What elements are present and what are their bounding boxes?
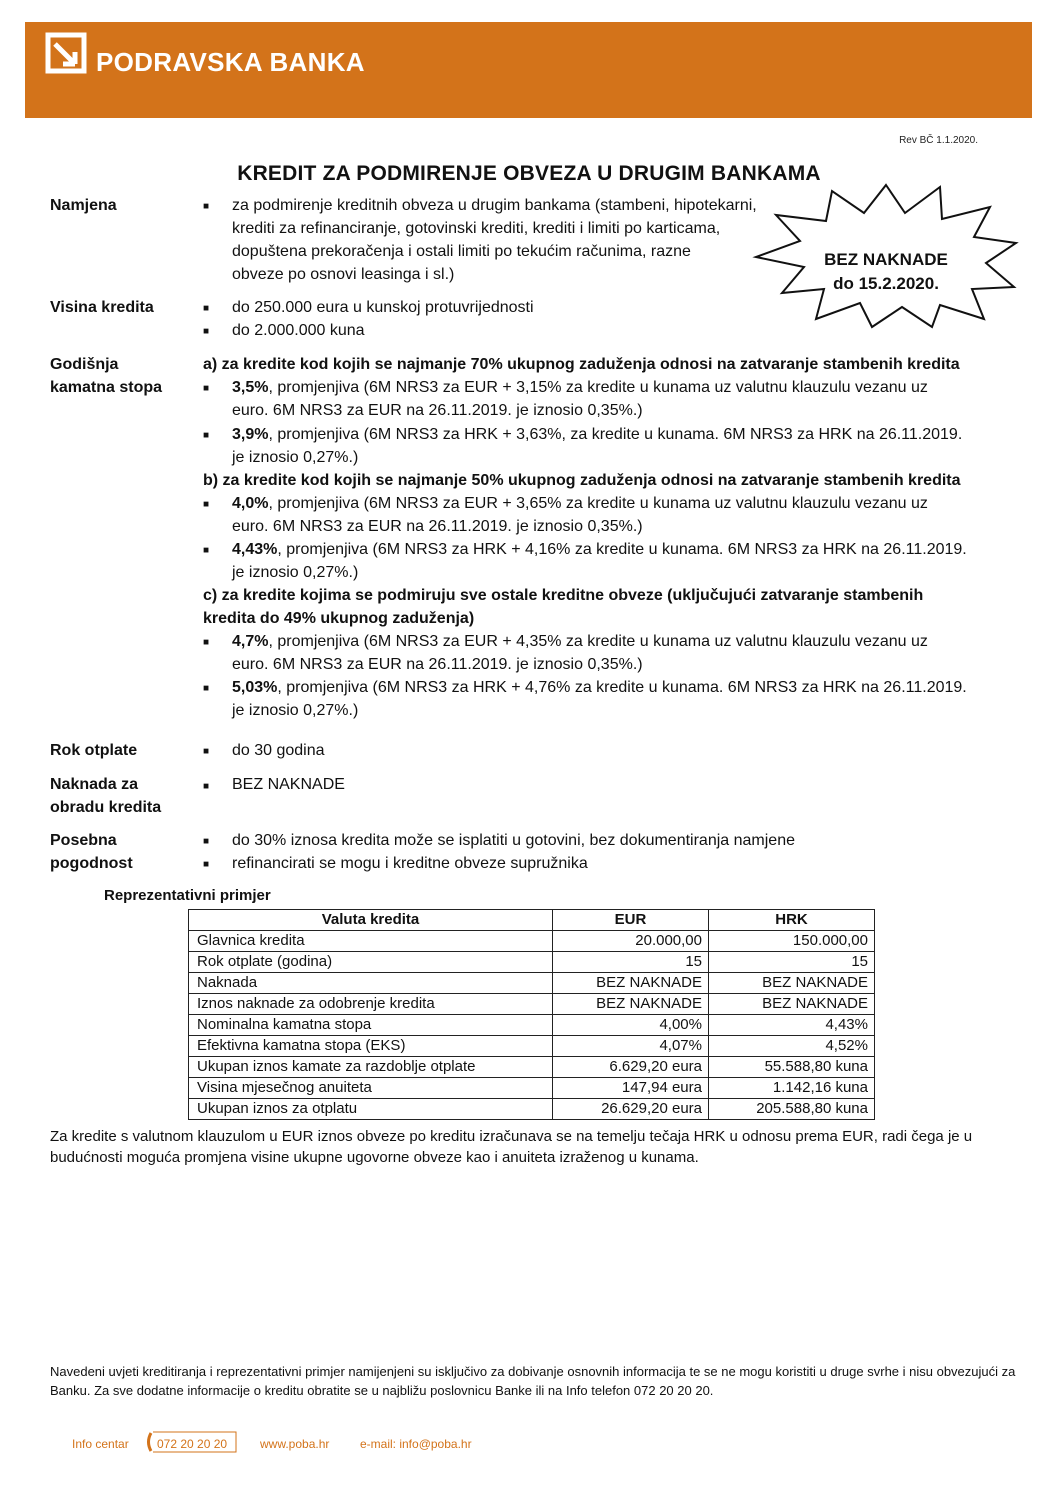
eur-value: BEZ NAKNADE bbox=[553, 994, 709, 1015]
bullet-icon: ■ bbox=[203, 201, 210, 212]
bullet-icon: ■ bbox=[203, 326, 210, 337]
label-rok-otplate: Rok otplate bbox=[50, 742, 138, 759]
website-link[interactable]: www.poba.hr bbox=[260, 1437, 330, 1451]
kamata-a2 bbox=[232, 423, 1022, 469]
promo-line-2: do 15.2.2020. bbox=[833, 274, 939, 293]
rate-desc-line2: euro. 6M NRS3 za EUR na 26.11.2019. je iznosio 0,35%.) bbox=[232, 656, 643, 673]
eur-value: 15 bbox=[553, 952, 709, 973]
label-kamatna-stopa bbox=[50, 353, 162, 399]
table-row bbox=[189, 952, 875, 973]
rate-desc: , promjenjiva (6M NRS3 za HRK + 4,16% za kredite u kunama. 6M NRS3 za HRK na 26.11.2019. bbox=[277, 541, 967, 558]
bullet-icon: ■ bbox=[203, 746, 210, 757]
bullet-icon: ■ bbox=[203, 303, 210, 314]
row-label: Ukupan iznos kamate za razdoblje otplate bbox=[189, 1057, 553, 1078]
eur-value: 6.629,20 eura bbox=[553, 1057, 709, 1078]
rate-value: 5,03% bbox=[232, 679, 278, 696]
table-row bbox=[189, 1015, 875, 1036]
label-line: pogodnost bbox=[50, 855, 133, 872]
column-header: HRK bbox=[709, 910, 875, 931]
naknada-value: BEZ NAKNADE bbox=[232, 776, 345, 793]
kamata-c2 bbox=[232, 676, 1022, 722]
rate-desc-line2: je iznosio 0,27%.) bbox=[232, 702, 359, 719]
row-label: Ukupan iznos za otplatu bbox=[189, 1099, 553, 1120]
rate-desc: , promjenjiva (6M NRS3 za HRK + 3,63%, za kredite u kunama. 6M NRS3 za HRK na 26.11.2019. bbox=[268, 426, 963, 443]
rok-value: do 30 godina bbox=[232, 742, 325, 759]
info-centar-label: Info centar bbox=[72, 1437, 129, 1451]
revision-label: Rev BČ 1.1.2020. bbox=[899, 135, 978, 146]
eur-value: 4,07% bbox=[553, 1036, 709, 1057]
footer-disclaimer: Navedeni uvjeti kreditiranja i reprezentativni primjer namijenjeni su isključivo za dobivanje osnovnih informacija te se ne mogu koristiti u druge svrhe i nisu obvezujući za Banku. Za sve dodatne informacije o kreditu obratite se u najbližu poslovnicu Banke ili na Info telefon 072 20 20 20. bbox=[50, 1364, 1016, 1398]
label-line: Godišnja bbox=[50, 356, 119, 373]
rate-desc-line2: je iznosio 0,27%.) bbox=[232, 449, 359, 466]
bank-name: PODRAVSKA BANKA bbox=[96, 47, 365, 77]
hrk-value: 1.142,16 kuna bbox=[709, 1078, 875, 1099]
rate-desc-line2: euro. 6M NRS3 za EUR na 26.11.2019. je iznosio 0,35%.) bbox=[232, 518, 643, 535]
rate-desc: , promjenjiva (6M NRS3 za EUR + 3,15% za kredite u kunama uz valutnu klauzulu vezanu uz bbox=[268, 379, 928, 396]
label-visina-kredita: Visina kredita bbox=[50, 299, 154, 316]
bullet-icon: ■ bbox=[203, 781, 210, 792]
hrk-value: 150.000,00 bbox=[709, 931, 875, 952]
example-table bbox=[188, 909, 875, 1120]
namjena-line: obveze po osnovi leasinga i sl.) bbox=[232, 266, 455, 283]
bullet-icon: ■ bbox=[203, 683, 210, 694]
row-label: Rok otplate (godina) bbox=[189, 952, 553, 973]
bank-logo-icon bbox=[45, 32, 87, 74]
kamata-a1 bbox=[232, 376, 1022, 422]
column-header: EUR bbox=[553, 910, 709, 931]
row-label: Visina mjesečnog anuiteta bbox=[189, 1078, 553, 1099]
table-row bbox=[189, 973, 875, 994]
label-pogodnost bbox=[50, 829, 133, 875]
promo-line-1: BEZ NAKNADE bbox=[824, 250, 948, 269]
heading-line: c) za kredite kojima se podmiruju sve ostale kreditne obveze (uključujući zatvaranje stambenih bbox=[203, 587, 924, 604]
bullet-icon: ■ bbox=[203, 499, 210, 510]
namjena-text bbox=[232, 194, 832, 286]
kamata-b2 bbox=[232, 538, 1022, 584]
row-label: Efektivna kamatna stopa (EKS) bbox=[189, 1036, 553, 1057]
hrk-value: 4,52% bbox=[709, 1036, 875, 1057]
email-link[interactable]: e-mail: info@poba.hr bbox=[360, 1437, 472, 1451]
eur-value: BEZ NAKNADE bbox=[553, 973, 709, 994]
bullet-icon: ■ bbox=[203, 383, 210, 394]
label-naknada bbox=[50, 773, 161, 819]
visina-item: do 2.000.000 kuna bbox=[232, 322, 365, 339]
label-line: kamatna stopa bbox=[50, 379, 163, 396]
bullet-icon: ■ bbox=[203, 545, 210, 556]
hrk-value: 4,43% bbox=[709, 1015, 875, 1036]
pogodnost-item: refinancirati se mogu i kreditne obveze supružnika bbox=[232, 855, 588, 872]
table-row bbox=[189, 1057, 875, 1078]
kamata-c-heading bbox=[203, 584, 1023, 630]
row-label: Glavnica kredita bbox=[189, 931, 553, 952]
table-row bbox=[189, 1099, 875, 1120]
bullet-icon: ■ bbox=[203, 836, 210, 847]
column-header: Valuta kredita bbox=[189, 910, 553, 931]
kamata-b-heading: b) za kredite kod kojih se najmanje 50% ukupnog zaduženja odnosi na zatvaranje stambenih kredita bbox=[203, 472, 961, 489]
row-label: Iznos naknade za odobrenje kredita bbox=[189, 994, 553, 1015]
hrk-value: 15 bbox=[709, 952, 875, 973]
eur-value: 26.629,20 eura bbox=[553, 1099, 709, 1120]
rate-desc-line2: je iznosio 0,27%.) bbox=[232, 564, 359, 581]
hrk-value: 55.588,80 kuna bbox=[709, 1057, 875, 1078]
rate-desc-line2: euro. 6M NRS3 za EUR na 26.11.2019. je iznosio 0,35%.) bbox=[232, 402, 643, 419]
table-row bbox=[189, 994, 875, 1015]
visina-item: do 250.000 eura u kunskoj protuvrijednosti bbox=[232, 299, 534, 316]
row-label: Naknada bbox=[189, 973, 553, 994]
namjena-line: dopuštena prekoračenja i ostali limiti po tekućim računima, razne bbox=[232, 243, 691, 260]
bullet-icon: ■ bbox=[203, 859, 210, 870]
label-line: Posebna bbox=[50, 832, 117, 849]
kamata-b1 bbox=[232, 492, 1022, 538]
label-line: obradu kredita bbox=[50, 799, 162, 816]
hrk-value: BEZ NAKNADE bbox=[709, 973, 875, 994]
table-row bbox=[189, 931, 875, 952]
table-row bbox=[189, 1036, 875, 1057]
rate-value: 4,7% bbox=[232, 633, 269, 650]
rate-desc: , promjenjiva (6M NRS3 za EUR + 3,65% za kredite u kunama uz valutnu klauzulu vezanu uz bbox=[268, 495, 928, 512]
rate-desc: , promjenjiva (6M NRS3 za HRK + 4,76% za kredite u kunama. 6M NRS3 za HRK na 26.11.2019. bbox=[277, 679, 967, 696]
namjena-line: krediti za refinanciranje, gotovinski krediti, krediti i limiti po karticama, bbox=[232, 220, 721, 237]
table-header-row bbox=[189, 910, 875, 931]
hrk-value: 205.588,80 kuna bbox=[709, 1099, 875, 1120]
bullet-icon: ■ bbox=[203, 637, 210, 648]
rate-value: 4,0% bbox=[232, 495, 269, 512]
eur-value: 4,00% bbox=[553, 1015, 709, 1036]
rate-value: 3,9% bbox=[232, 426, 269, 443]
label-namjena: Namjena bbox=[50, 197, 117, 214]
rate-desc: , promjenjiva (6M NRS3 za EUR + 4,35% za kredite u kunama uz valutnu klauzulu vezanu uz bbox=[268, 633, 928, 650]
label-line: Naknada za bbox=[50, 776, 139, 793]
eur-value: 147,94 eura bbox=[553, 1078, 709, 1099]
currency-clause-note: Za kredite s valutnom klauzulom u EUR iznos obveze po kreditu izračunava se na temelju tečaja HRK u odnosu prema EUR, radi čega je u budućnosti moguća promjena visine ukupne ugovorne obveze kao i anuiteta izraženog u kunama. bbox=[50, 1128, 973, 1166]
pogodnost-item: do 30% iznosa kredita može se isplatiti u gotovini, bez dokumentiranja namjene bbox=[232, 832, 795, 849]
phone-number[interactable]: 072 20 20 20 bbox=[157, 1437, 228, 1451]
kamata-c1 bbox=[232, 630, 1022, 676]
row-label: Nominalna kamatna stopa bbox=[189, 1015, 553, 1036]
page-title: KREDIT ZA PODMIRENJE OBVEZA U DRUGIM BANKAMA bbox=[237, 162, 821, 185]
bullet-icon: ■ bbox=[203, 430, 210, 441]
table-row bbox=[189, 1078, 875, 1099]
example-title: Reprezentativni primjer bbox=[104, 887, 271, 904]
eur-value: 20.000,00 bbox=[553, 931, 709, 952]
namjena-line: za podmirenje kreditnih obveza u drugim bankama (stambeni, hipotekarni, bbox=[232, 197, 757, 214]
hrk-value: BEZ NAKNADE bbox=[709, 994, 875, 1015]
heading-line: kredita do 49% ukupnog zaduženja) bbox=[203, 610, 475, 627]
rate-value: 4,43% bbox=[232, 541, 278, 558]
kamata-a-heading: a) za kredite kod kojih se najmanje 70% ukupnog zaduženja odnosi na zatvaranje stambenih kredita bbox=[203, 356, 960, 373]
rate-value: 3,5% bbox=[232, 379, 269, 396]
